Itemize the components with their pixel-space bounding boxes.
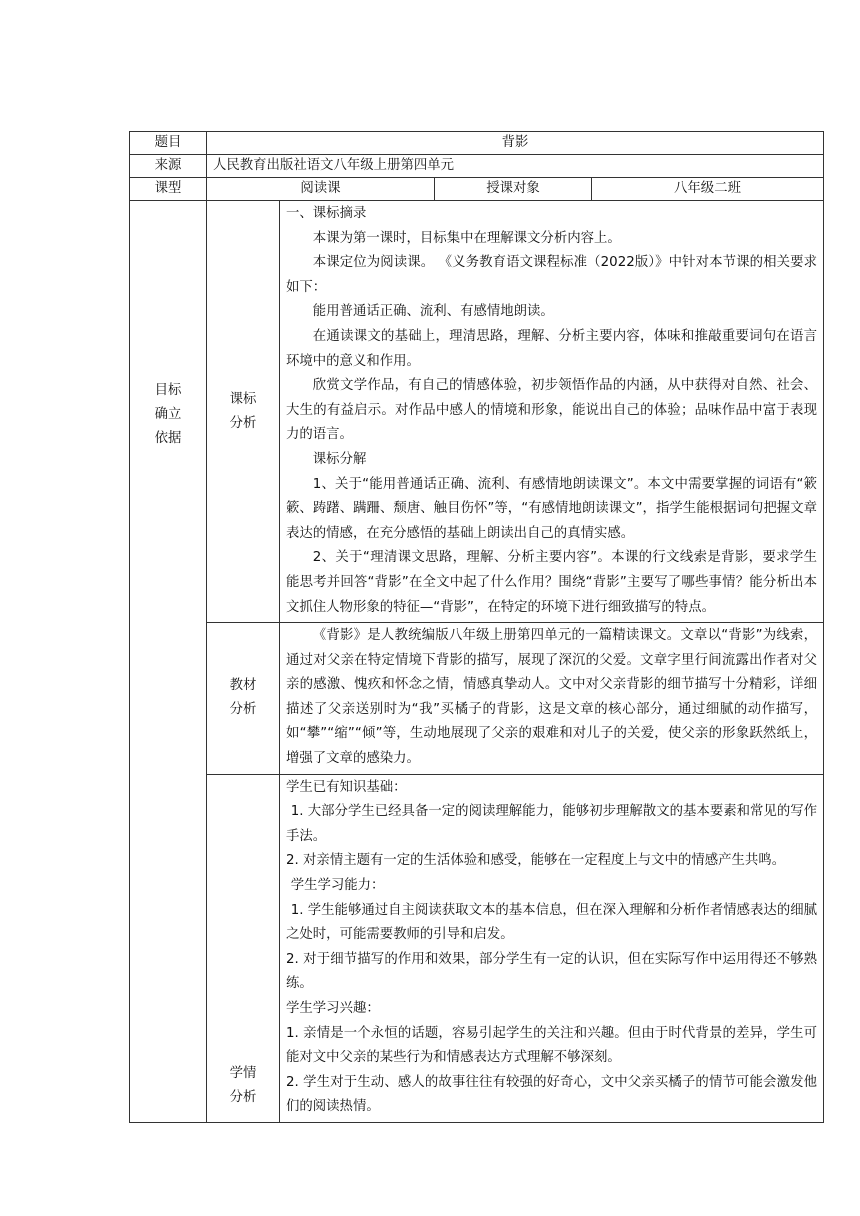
textbook-text: 《背影》是人教统编版八年级上册第四单元的一篇精读课文。文章以“背影”为线索，通过对父亲在特定情境下背影的描写，展现了深沉的父爱。文章字里行间流露出作者对父亲的感激、愧疚和怀念之情，情感真挚动人。文中对父亲背影的细节描写十分精彩，详细描述了父亲送别时为“我”买橘子的背影，这是文章的核心部分，通过细腻的动作描写，如“攀”“缩”“倾”等，生动地展现了父亲的艰难和对儿子的关爱，使父亲的形象跃然纸上，增强了文章的感染力。 <box>280 623 824 775</box>
topic-row <box>130 132 824 155</box>
topic-value: 背影 <box>207 132 824 155</box>
learner-row <box>130 774 824 1122</box>
curriculum-label: 课标 分析 <box>207 201 280 623</box>
textbook-label: 教材 分析 <box>207 623 280 775</box>
learner-text: 学生已有知识基础： 1. 大部分学生已经具备一定的阅读理解能力，能够初步理解散文的基本要素和常见的写作手法。 2. 对亲情主题有一定的生活体验和感受，能够在一定程度上与文中的情感产生共鸣。 学生学习能力： 1. 学生能够通过自主阅读获取文本的基本信息，但在深入理解和分析作者情感表达的细腻之处时，可能需要教师的引导和启发。 2. 对于细节描写的作用和效果，部分学生有一定的认识，但在实际写作中运用得还不够熟练。 学生学习兴趣： 1. 亲情是一个永恒的话题，容易引起学生的关注和兴趣。但由于时代背景的差异，学生可能对文中父亲的某些行为和情感表达方式理解不够深刻。 2. 学生对于生动、感人的故事往往有较强的好奇心，文中父亲买橘子的情节可能会激发他们的阅读热情。 <box>280 774 824 1122</box>
learner-label: 学情 分析 <box>207 774 280 1122</box>
audience-label: 授课对象 <box>435 178 592 201</box>
type-value: 阅读课 <box>207 178 435 201</box>
topic-label: 题目 <box>130 132 207 155</box>
lesson-plan-table <box>129 131 824 1123</box>
type-row <box>130 178 824 201</box>
curriculum-row <box>130 201 824 623</box>
curriculum-text: 一、课标摘录 本课为第一课时，目标集中在理解课文分析内容上。 本课定位为阅读课。 《义务教育语文课程标准（2022版）》中针对本节课的相关要求如下： 能用普通话正确、流利、有感情地朗读。 在通读课文的基础上，理清思路，理解、分析主要内容，体味和推敲重要词句在语言环境中的意义和作用。 欣赏文学作品，有自己的情感体验，初步领悟作品的内涵，从中获得对自然、社会、大生的有益启示。对作品中感人的情境和形象，能说出自己的体验；品味作品中富于表现力的语言。 课标分解 1、关于“能用普通话正确、流利、有感情地朗读课文”。本文中需要掌握的词语有“簌簌、踌躇、蹒跚、颓唐、触目伤怀”等，“有感情地朗读课文”，指学生能根据词句把握文章表达的情感，在充分感悟的基础上朗读出自己的真情实感。 2、关于“理清课文思路，理解、分析主要内容”。本课的行文线索是背影，要求学生能思考并回答“背影”在全文中起了什么作用？围绕“背影”主要写了哪些事情？能分析出本文抓住人物形象的特征—“背影”，在特定的环境下进行细致描写的特点。 <box>280 201 824 623</box>
audience-value: 八年级二班 <box>592 178 824 201</box>
type-label: 课型 <box>130 178 207 201</box>
source-value: 人民教育出版社语文八年级上册第四单元 <box>207 155 824 178</box>
basis-label: 目标 确立 依据 <box>130 201 207 1123</box>
source-label: 来源 <box>130 155 207 178</box>
textbook-row <box>130 623 824 775</box>
source-row <box>130 155 824 178</box>
